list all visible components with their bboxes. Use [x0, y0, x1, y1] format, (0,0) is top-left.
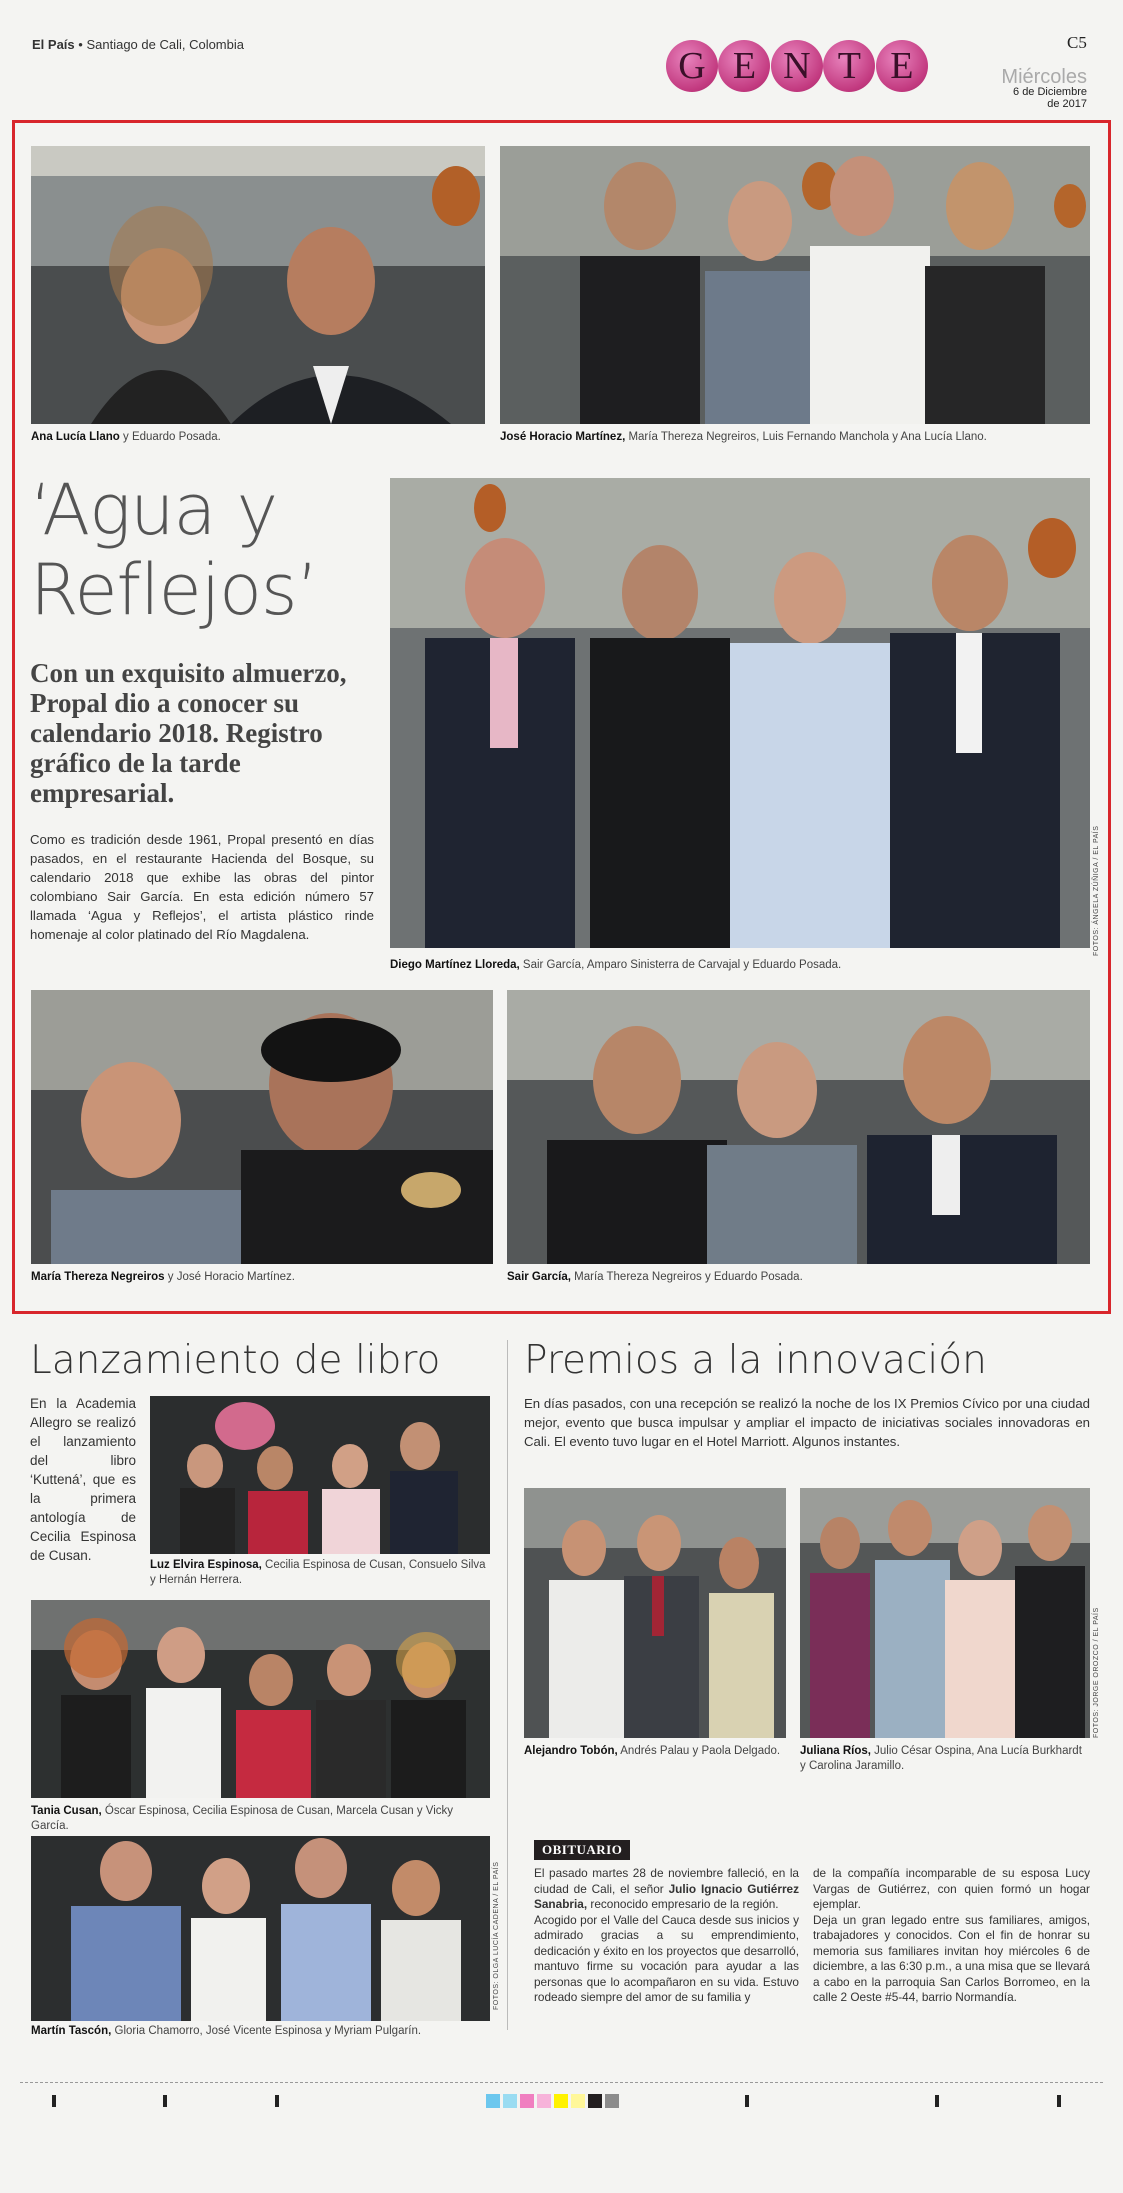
deceased-name: Julio Ignacio Gutiérrez Sanabria, — [534, 1881, 799, 1911]
caption: María Thereza Negreiros y José Horacio Martínez. — [31, 1271, 295, 1283]
feature-body: Como es tradición desde 1961, Propal presentó en días pasados, en el restaurante Hacienda del Bosque, su calendario 2018 que exhibe las obras del pintor colombiano Sair García. En esta edición número 57 llamada ‘Agua y Reflejos’, el artista plástico rinde homenaje al color platinado del Río Magdalena. — [30, 832, 374, 942]
photo-tobon-group — [524, 1488, 786, 1738]
photo-espinosa-2 — [31, 1600, 490, 1798]
swatch — [605, 2094, 619, 2108]
year-line: de 2017 — [1047, 98, 1087, 110]
photo-espinosa-3 — [31, 1836, 490, 2021]
caption: Ana Lucía Llano y Eduardo Posada. — [31, 431, 221, 443]
swatch — [537, 2094, 551, 2108]
gente-letter: E — [718, 40, 770, 92]
gente-letter: N — [771, 40, 823, 92]
caption: Martín Tascón, Gloria Chamorro, José Vicente Espinosa y Myriam Pulgarín. — [31, 2025, 422, 2037]
caption: José Horacio Martínez, María Thereza Negreiros, Luis Fernando Manchola y Ana Lucía Llano. — [500, 431, 987, 443]
section-logo — [666, 40, 924, 92]
obituario-col1: El pasado martes 28 de noviembre falleció, en la ciudad de Cali, el señor Julio Ignacio Gutiérrez Sanabria, reconocido empresario de la región. Acogido por el Valle del Cauca desde sus inicios y admirado gracias a su emprendimiento, dedicación y éxito en los proyectos que desarrolló, mantuvo firme su vocación para ayudar a las personas que lo acompañaron en su vida. Estuvo rodeado siempre del amor de su familia y — [534, 1866, 799, 2004]
color-bar — [486, 2094, 622, 2113]
column-divider — [507, 1340, 508, 2030]
feature-subtitle: Con un exquisito almuerzo, Propal dio a conocer su calendario 2018. Registro gráfico de la tarde empresarial. — [30, 658, 347, 808]
paper-location: Santiago de Cali, Colombia — [86, 37, 244, 52]
photo-credit: FOTOS: JORGE OROZCO / EL PAÍS — [1093, 1607, 1100, 1738]
swatch — [554, 2094, 568, 2108]
gente-letter: E — [876, 40, 928, 92]
swatch — [520, 2094, 534, 2108]
caption: Luz Elvira Espinosa, Cecilia Espinosa de Cusan, Consuelo Silva y Hernán Herrera. — [150, 1559, 486, 1586]
photo-credit: FOTOS: OLGA LUCÍA CADENA / EL PAÍS — [493, 1861, 500, 2010]
libro-title: Lanzamiento de libro — [30, 1338, 441, 1383]
caption: Diego Martínez Lloreda, Sair García, Amparo Sinisterra de Carvajal y Eduardo Posada. — [390, 959, 842, 971]
caption: Tania Cusan, Óscar Espinosa, Cecilia Espinosa de Cusan, Marcela Cusan y Vicky García. — [31, 1805, 454, 1832]
obituario-col2: de la compañía incomparable de su esposa Lucy Vargas de Gutiérrez, con quien formó un hogar ejemplar. Deja un gran legado entre sus familiares, amigos, trabajadores y conocidos. Con el fin de honrar su memoria sus familiares invitan hoy miércoles 6 de diciembre, a las 6:30 p.m., a una misa que se llevará a cabo en la parroquia San Carlos Borromeo, en la calle 2 Oeste #5-44, barrio Normandía. — [813, 1866, 1090, 2004]
photo-espinosa-1 — [150, 1396, 490, 1554]
swatch — [588, 2094, 602, 2108]
masthead: El País • Santiago de Cali, Colombia — [32, 37, 244, 52]
photo-llano-posada — [31, 146, 485, 424]
premios-title: Premios a la innovación — [524, 1338, 987, 1383]
swatch — [503, 2094, 517, 2108]
caption: Alejandro Tobón, Andrés Palau y Paola Delgado. — [524, 1745, 781, 1757]
photo-lloreda-group — [390, 478, 1090, 948]
register-mark — [745, 2095, 749, 2107]
date-block — [1001, 68, 1087, 110]
paper-name: El País — [32, 37, 75, 52]
register-mark — [275, 2095, 279, 2107]
libro-intro: En la Academia Allegro se realizó el lanzamiento del libro ‘Kuttená’, que es la primera antología de Cecilia Espinosa de Cusan. — [30, 1396, 136, 1563]
feature-title: ‘Agua y Reflejos’ — [30, 469, 318, 631]
swatch — [571, 2094, 585, 2108]
day: Miércoles — [1001, 66, 1087, 88]
gente-letter: G — [666, 40, 718, 92]
obituario-label: OBITUARIO — [534, 1840, 630, 1860]
page-number: C5 — [1067, 33, 1087, 52]
premios-intro: En días pasados, con una recepción se realizó la noche de los IX Premios Cívico por una ciudad mejor, evento que busca impulsar y ampliar el impacto de iniciativas sociales innovadoras en Cali. El evento tuvo lugar en el Hotel Marriott. Algunos instantes. — [524, 1396, 1090, 1449]
photo-garcia-group — [507, 990, 1090, 1264]
photo-rios-group — [800, 1488, 1090, 1738]
register-mark — [1057, 2095, 1061, 2107]
register-mark — [163, 2095, 167, 2107]
photo-credit: FOTOS: ÁNGELA ZÚÑIGA / EL PAÍS — [1093, 825, 1100, 956]
photo-negreiros-martinez — [31, 990, 493, 1264]
gente-letter: T — [823, 40, 875, 92]
footer-rule — [20, 2082, 1103, 2083]
caption: Juliana Ríos, Julio César Ospina, Ana Lucía Burkhardt y Carolina Jaramillo. — [800, 1745, 1082, 1772]
register-mark — [935, 2095, 939, 2107]
register-mark — [52, 2095, 56, 2107]
photo-martinez-group — [500, 146, 1090, 424]
date-line: 6 de Diciembre — [1013, 86, 1087, 98]
swatch — [486, 2094, 500, 2108]
caption: Sair García, María Thereza Negreiros y Eduardo Posada. — [507, 1271, 803, 1283]
